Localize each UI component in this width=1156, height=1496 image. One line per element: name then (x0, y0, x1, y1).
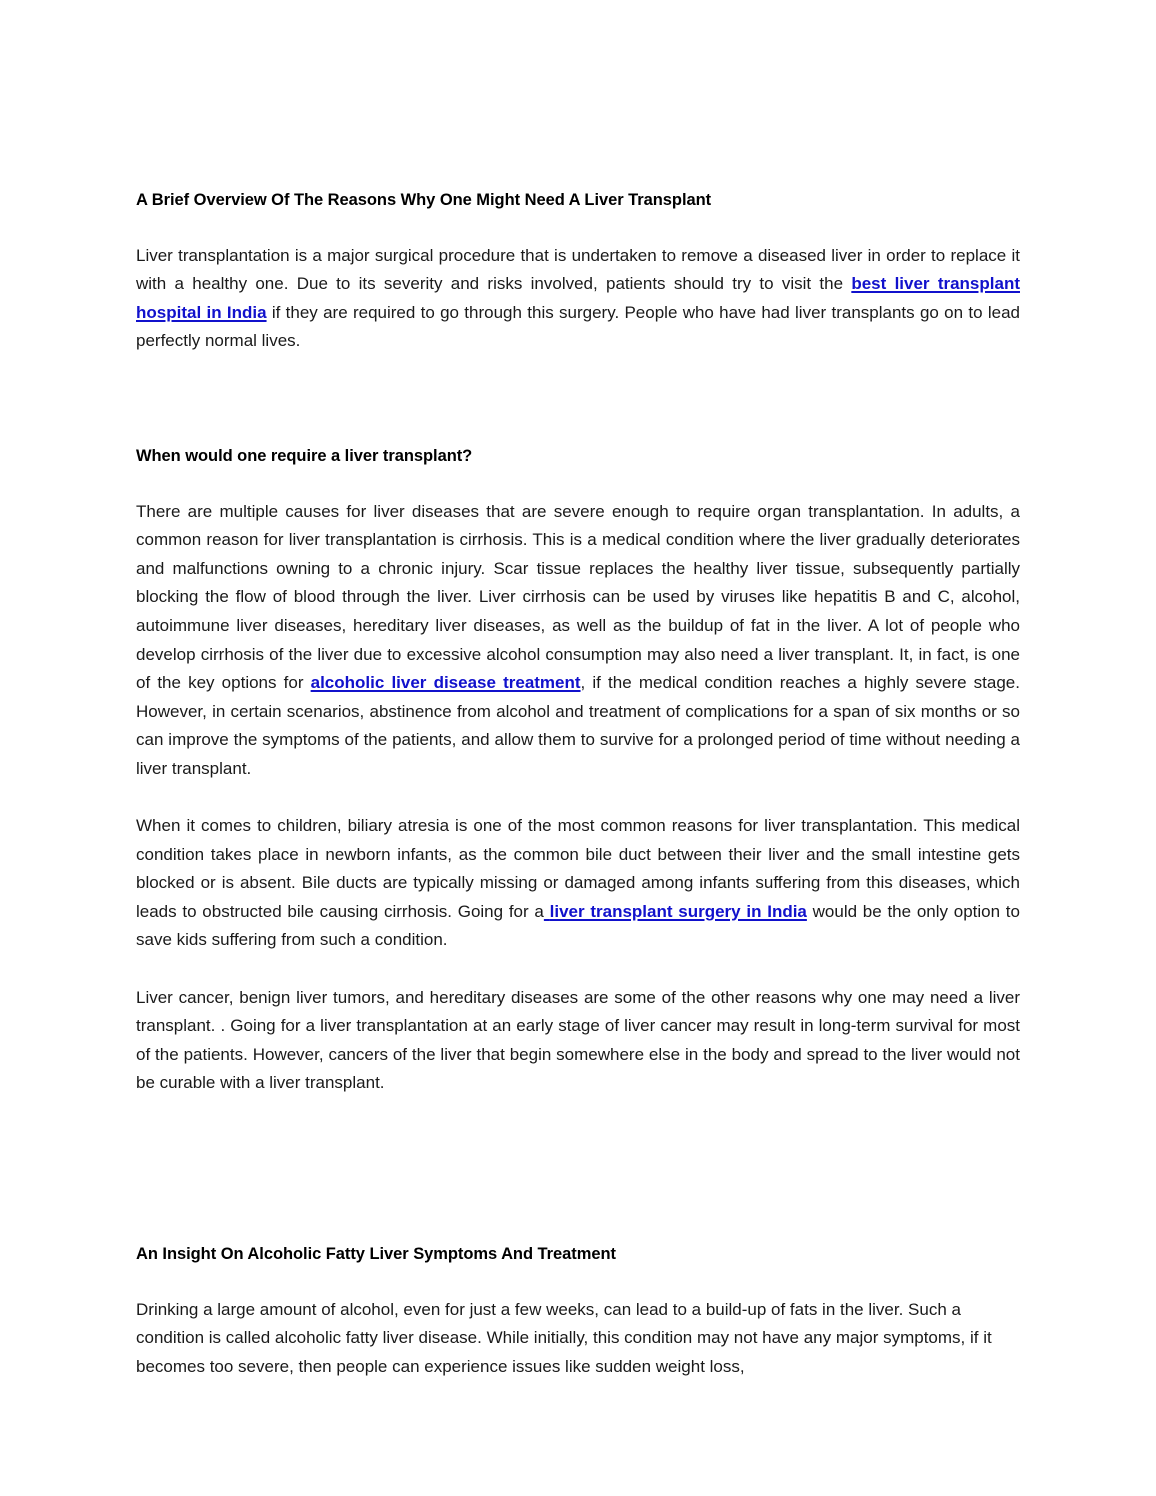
text-run: would be the only option to save kids suffering from such a condition. (136, 901, 1020, 950)
text-run: There are multiple causes for liver diseases that are severe enough to require organ transplantation. In adults, a common reason for liver transplantation is cirrhosis. This is a medical condition where the liver gradually deteriorates and malfunctions owning to a chronic injury. Scar tissue replaces the healthy liver tissue, subsequently partially blocking the flow of blood through the liver. Liver cirrhosis can be used by viruses like hepatitis B and C, alcohol, autoimmune liver diseases, hereditary liver diseases, as well as the buildup of fat in the liver. A lot of people who develop cirrhosis of the liver due to excessive alcohol consumption may also need a liver transplant. It, in fact, is one of the key options for (136, 501, 1020, 693)
link-liver-transplant-surgery-in-india[interactable]: liver transplant surgery in India (549, 901, 807, 921)
spacer (136, 356, 1020, 442)
spacer (136, 471, 1020, 498)
spacer (136, 215, 1020, 242)
text-run: , if the medical condition reaches a highly severe stage. However, in certain scenarios, abstinence from alcohol and treatment of complications for a span of six months or so can improve the symptoms of the patients, and allow them to survive for a prolonged period of time without needing a liver transplant. (136, 673, 1020, 778)
section-heading-fatty-liver: An Insight On Alcoholic Fatty Liver Symptoms And Treatment (136, 1245, 616, 1264)
paragraph-biliary-atresia (136, 812, 1020, 955)
spacer (136, 1269, 1020, 1296)
spacer (136, 1098, 1020, 1240)
section-heading-when-require: When would one require a liver transplant? (136, 446, 473, 465)
text-run: When it comes to children, biliary atresia is one of the most common reasons for liver transplantation. This medical condition takes place in newborn infants, as the common bile duct between their liver and the small intestine gets blocked or is absent. Bile ducts are typically missing or damaged among infants suffering from this diseases, which leads to obstructed bile causing cirrhosis. Going for a (136, 816, 1020, 921)
link-alcoholic-liver-disease-treatment[interactable]: alcoholic liver disease treatment (310, 673, 581, 693)
text-run: Liver transplantation is a major surgical procedure that is undertaken to remove a diseased liver in order to replace it with a healthy one. Due to its severity and risks involved, patients should try to visit the (136, 245, 1020, 294)
text-run: if they are required to go through this surgery. People who have had liver transplants go on to lead perfectly normal lives. (136, 302, 1020, 351)
text-run: Drinking a large amount of alcohol, even for just a few weeks, can lead to a build-up of fats in the liver. Such a condition is called alcoholic fatty liver disease. While initially, this condition may not have any major symptoms, if it becomes too severe, then people can experience issues like sudden weight loss, (136, 1299, 992, 1376)
section-heading-overview: A Brief Overview Of The Reasons Why One Might Need A Liver Transplant (136, 191, 712, 209)
paragraph-liver-cancer (136, 984, 1020, 1098)
text-run: Liver cancer, benign liver tumors, and hereditary diseases are some of the other reasons why one may need a liver transplant. . Going for a liver transplantation at an early stage of liver cancer may result in long-term survival for most of the patients. However, cancers of the liver that begin somewhere else in the body and spread to the liver would not be curable with a liver transplant. (136, 987, 1020, 1093)
paragraph-intro (136, 242, 1020, 356)
paragraph-causes (136, 498, 1020, 784)
document-content (136, 186, 1020, 1381)
link-best-liver-transplant-hospital[interactable]: best liver transplant hospital in India (136, 274, 1020, 322)
paragraph-fatty-liver (136, 1296, 1020, 1382)
spacer (136, 784, 1020, 813)
spacer (136, 955, 1020, 984)
